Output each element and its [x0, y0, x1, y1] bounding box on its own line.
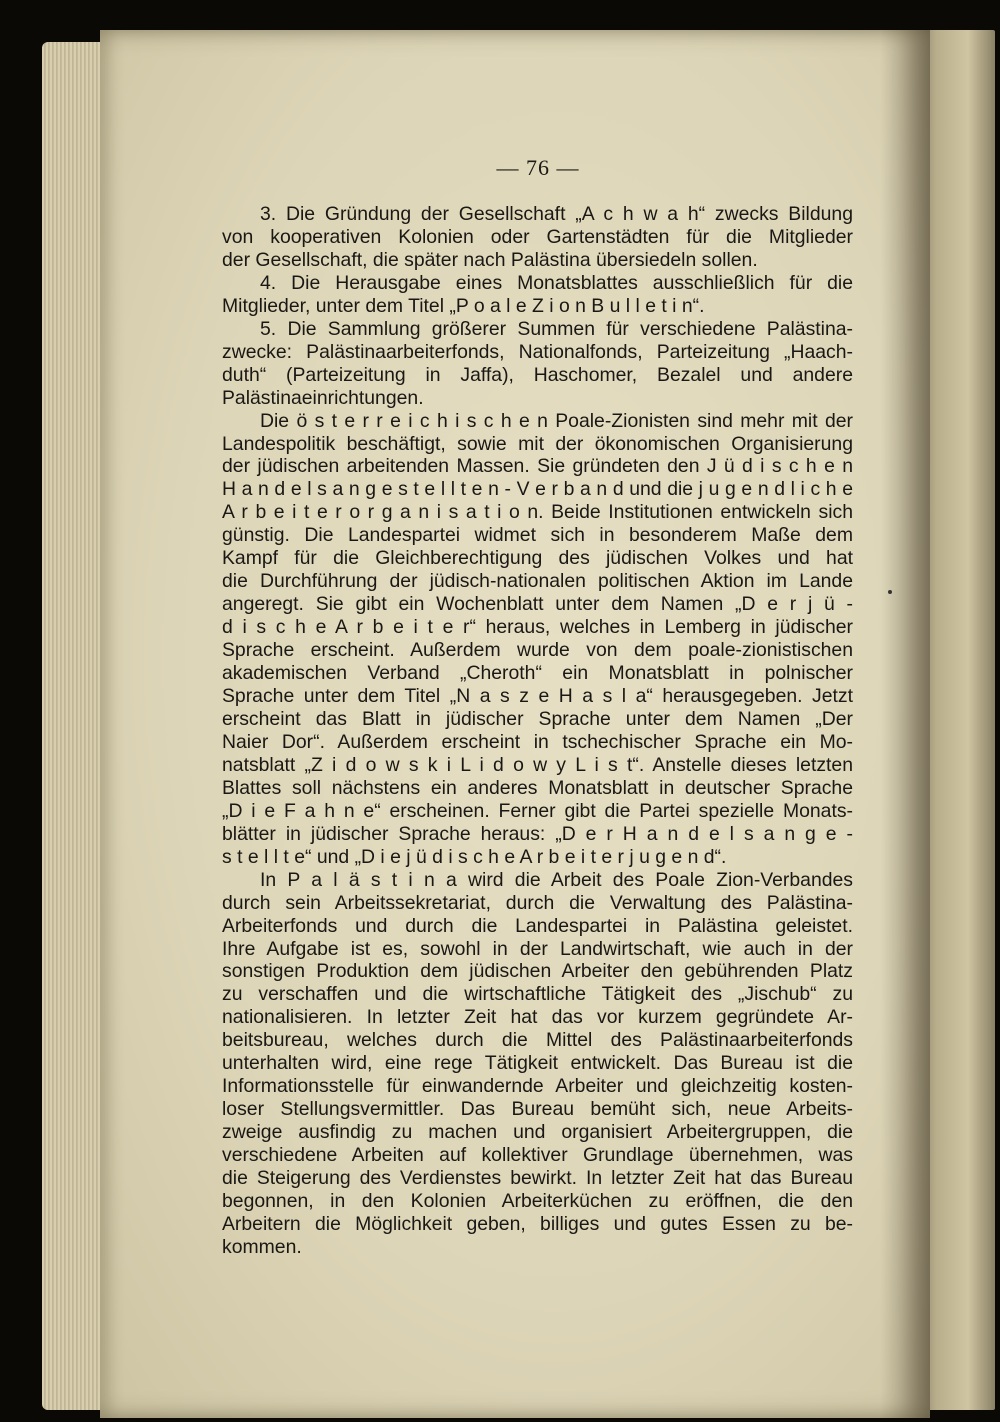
page-number: — 76 — [496, 155, 580, 180]
text-line: Arbeiterfonds und durch die Landespartei in Palästina geleistet. [222, 914, 853, 937]
text-line: Landespolitik beschäftigt, sowie mit der ökonomischen Organisierung [222, 432, 853, 455]
text-line: 5. Die Sammlung größerer Summen für verschiedene Palästina- [260, 317, 853, 340]
text-line: Palästinaeinrichtungen. [222, 386, 424, 409]
text-line: duth“ (Parteizeitung in Jaffa), Haschomer, Bezalel und andere [222, 363, 853, 386]
text-line: Sprache unter dem Titel „N a s z e H a s l a“ herausgegeben. Jetzt [222, 685, 853, 708]
text-line: zwecke: Palästinaarbeiterfonds, Nationalfonds, Parteizeitung „Haach- [222, 340, 853, 363]
text-line: A r b e i t e r o r g a n i s a t i o n. Beide Institutionen entwickeln sich [222, 501, 853, 524]
text-line: Sprache erscheint. Außerdem wurde von dem poale-zionistischen [222, 639, 853, 662]
text-line: 3. Die Gründung der Gesellschaft „A c h w a h“ zwecks Bildung [260, 203, 853, 225]
text-line: Arbeitern die Möglichkeit geben, billiges und gutes Essen zu be- [222, 1212, 853, 1235]
text-line: günstig. Die Landespartei widmet sich in besonderem Maße dem [222, 524, 853, 547]
text-line: s t e l l t e“ und „D i e j ü d i s c h e A r b e i t e r j u g e n d“. [222, 845, 727, 868]
text-line: Ihre Aufgabe ist es, sowohl in der Landwirtschaft, wie auch in der [222, 937, 853, 960]
text-line: beitsbureau, welches durch die Mittel des Palästinaarbeiterfonds [222, 1029, 853, 1052]
text-line: erscheint das Blatt in jüdischer Sprache unter dem Namen „Der [222, 707, 853, 730]
text-line: loser Stellungsvermittler. Das Bureau bemüht sich, neue Arbeits- [222, 1098, 853, 1121]
text-line: sonstigen Produktion dem jüdischen Arbeiter den gebührenden Platz [222, 960, 853, 983]
text-line: begonnen, in den Kolonien Arbeiterküchen zu eröffnen, die den [222, 1189, 853, 1212]
text-line: verschiedene Arbeiten auf kollektiver Grundlage übernehmen, was [222, 1144, 853, 1167]
text-line: kommen. [222, 1235, 302, 1258]
text-line: 4. Die Herausgabe eines Monatsblattes ausschließlich für die [260, 271, 853, 294]
text-line: der Gesellschaft, die später nach Palästina übersiedeln sollen. [222, 248, 758, 271]
text-line: Blattes soll nächstens ein anderes Monatsblatt in deutscher Sprache [222, 776, 853, 799]
text-line: Mitglieder, unter dem Titel „P o a l e Z i o n B u l l e t i n“. [222, 294, 705, 317]
text-line: angeregt. Sie gibt ein Wochenblatt unter dem Namen „D e r j ü - [222, 593, 853, 616]
text-line: d i s c h e A r b e i t e r“ heraus, welches in Lemberg in jüdischer [222, 616, 853, 639]
text-line: zweige ausfindig zu machen und organisiert Arbeitergruppen, die [222, 1121, 853, 1144]
text-line: natsblatt „Z i d o w s k i L i d o w y L i s t“. Anstelle dieses letzten [222, 753, 853, 776]
gutter-shadow [880, 30, 930, 1418]
body-text [222, 203, 853, 1259]
text-line: Kampf für die Gleichberechtigung des jüdischen Volkes und hat [222, 547, 853, 570]
text-line: die Durchführung der jüdisch-nationalen politischen Aktion im Lande [222, 570, 853, 593]
text-line: unterhalten wird, eine rege Tätigkeit entwickelt. Das Bureau ist die [222, 1052, 853, 1075]
text-line: Naier Dor“. Außerdem erscheint in tschechischer Sprache ein Mo- [222, 730, 853, 753]
text-line: der jüdischen arbeitenden Massen. Sie gründeten den J ü d i s c h e n [222, 455, 853, 478]
text-line: akademischen Verband „Cheroth“ ein Monatsblatt in polnischer [222, 662, 853, 685]
text-line: H a n d e l s a n g e s t e l l t e n - V e r b a n d und die j u g e n d l i c h e [222, 478, 853, 501]
text-line: die Steigerung des Verdienstes bewirkt. In letzter Zeit hat das Bureau [222, 1167, 853, 1190]
text-line: durch sein Arbeitssekretariat, durch die Verwaltung des Palästina- [222, 891, 853, 914]
text-line: Die ö s t e r r e i c h i s c h e n Poale-Zionisten sind mehr mit der [260, 409, 853, 432]
text-line: In P a l ä s t i n a wird die Arbeit des Poale Zion-Verbandes [260, 868, 853, 891]
text-line: blätter in jüdischer Sprache heraus: „D e r H a n d e l s a n g e - [222, 822, 853, 845]
ink-speck [888, 590, 892, 594]
text-line: zu verschaffen und die wirtschaftliche Tätigkeit des „Jischub“ zu [222, 983, 853, 1006]
text-line: „D i e F a h n e“ erscheinen. Ferner gibt die Partei spezielle Monats- [222, 799, 853, 822]
text-line: von kooperativen Kolonien oder Gartenstädten für die Mitglieder [222, 225, 853, 248]
text-line: nationalisieren. In letzter Zeit hat das vor kurzem gegründete Ar- [222, 1006, 853, 1029]
text-line: Informationsstelle für einwandernde Arbeiter und gleichzeitig kosten- [222, 1075, 853, 1098]
